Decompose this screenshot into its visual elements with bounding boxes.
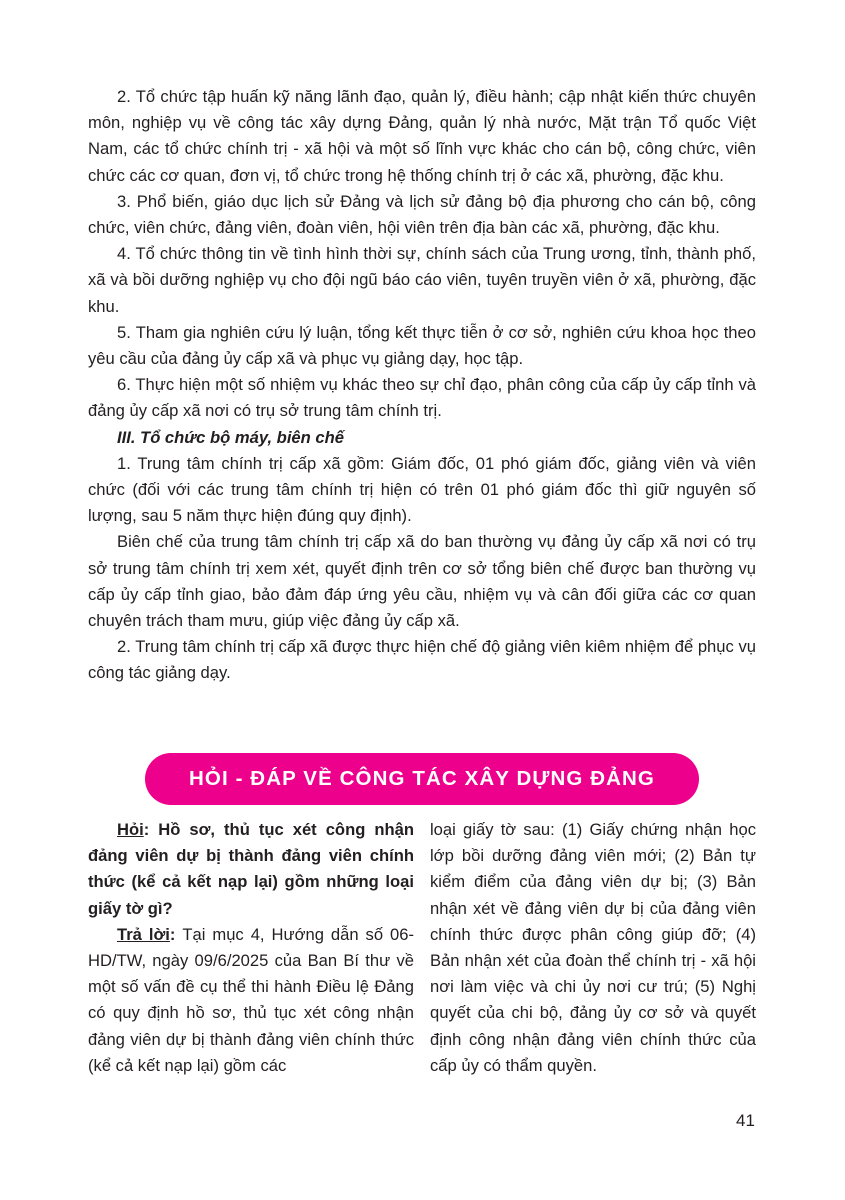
paragraph-3: 3. Phổ biến, giáo dục lịch sử Đảng và lịch sử đảng bộ địa phương cho cán bộ, công chức, viên chức, đảng viên, đoàn viên, hội viên trên địa bàn các xã, phường, đặc khu. [88, 191, 756, 238]
paragraph-6: 6. Thực hiện một số nhiệm vụ khác theo sự chỉ đạo, phân công của cấp ủy cấp tỉnh và đảng ủy cấp xã nơi có trụ sở trung tâm chính trị. [88, 375, 756, 421]
section-paragraph-1: 1. Trung tâm chính trị cấp xã gồm: Giám đốc, 01 phó giám đốc, giảng viên và viên chức (đối với các trung tâm chính trị hiện có trên 01 phó giám đốc thì giữ nguyên số lượng, sau 5 năm thực hiện đúng quy định). [88, 453, 756, 526]
section-heading: III. Tổ chức bộ máy, biên chế [117, 427, 344, 447]
answer-label: Trả lời [117, 924, 170, 944]
banner-title: HỎI - ĐÁP VỀ CÔNG TÁC XÂY DỰNG ĐẢNG [189, 767, 655, 790]
section-paragraph-2: 2. Trung tâm chính trị cấp xã được thực hiện chế độ giảng viên kiêm nhiệm để phục vụ công tác giảng dạy. [88, 637, 756, 683]
answer-text-right: loại giấy tờ sau: (1) Giấy chứng nhận học lớp bồi dưỡng đảng viên mới; (2) Bản tự kiểm điểm của đảng viên dự bị; (3) Bản nhận xét về đảng viên dự bị của đảng viên chính thức được phân công giúp đỡ; (4) Bản nhận xét của đoàn thể chính trị - xã hội nơi làm việc và chi ủy nơi cư trú; (5) Nghị quyết của chi bộ, đảng ủy cơ sở và quyết định công nhận đảng viên chính thức của cấp ủy có thẩm quyền. [430, 820, 756, 1075]
question-text: Hồ sơ, thủ tục xét công nhận đảng viên dự bị thành đảng viên chính thức (kể cả kết nạp lại) gồm những loại giấy tờ gì? [88, 820, 414, 918]
question-label: Hỏi [117, 820, 144, 839]
paragraph-5: 5. Tham gia nghiên cứu lý luận, tổng kết thực tiễn ở cơ sở, nghiên cứu khoa học theo yêu cầu của đảng ủy cấp xã và phục vụ giảng dạy, học tập. [88, 322, 756, 369]
paragraph-4: 4. Tổ chức thông tin về tình hình thời sự, chính sách của Trung ương, tỉnh, thành phố, xã và bồi dưỡng nghiệp vụ cho đội ngũ báo cáo viên, tuyên truyền viên ở xã, phường, đặc khu. [88, 244, 756, 316]
qa-left-column [88, 817, 414, 1079]
page-number: 41 [736, 1111, 755, 1130]
paragraph-2: 2. Tổ chức tập huấn kỹ năng lãnh đạo, quản lý, điều hành; cập nhật kiến thức chuyên môn, nghiệp vụ về công tác xây dựng Đảng, quản lý nhà nước, Mặt trận Tổ quốc Việt Nam, các tổ chức chính trị - xã hội và một số lĩnh vực khác cho cán bộ, công chức, viên chức các cơ quan, đơn vị, tổ chức trong hệ thống chính trị ở các xã, phường, đặc khu. [88, 87, 756, 185]
answer-separator: : [169, 924, 183, 944]
body-text [88, 84, 756, 687]
section-paragraph-staffing: Biên chế của trung tâm chính trị cấp xã do ban thường vụ đảng ủy cấp xã nơi có trụ sở trung tâm chính trị xem xét, quyết định trên cơ sở tổng biên chế được ban thường vụ cấp ủy cấp tỉnh giao, bảo đảm đáp ứng yêu cầu, nhiệm vụ và cân đối giữa các cơ quan chuyên trách tham mưu, giúp việc đảng ủy cấp xã. [88, 532, 756, 631]
qa-right-column [430, 817, 756, 1079]
question-separator: : [143, 820, 159, 839]
qa-banner [145, 753, 699, 805]
answer-paragraph [88, 922, 414, 1079]
answer-text-left: Tại mục 4, Hướng dẫn số 06-HD/TW, ngày 09/6/2025 của Ban Bí thư về một số vấn đề cụ thể thi hành Điều lệ Đảng có quy định hồ sơ, thủ tục xét công nhận đảng viên dự bị thành đảng viên chính thức (kể cả kết nạp lại) gồm các [88, 924, 414, 1075]
question-paragraph [88, 817, 414, 922]
